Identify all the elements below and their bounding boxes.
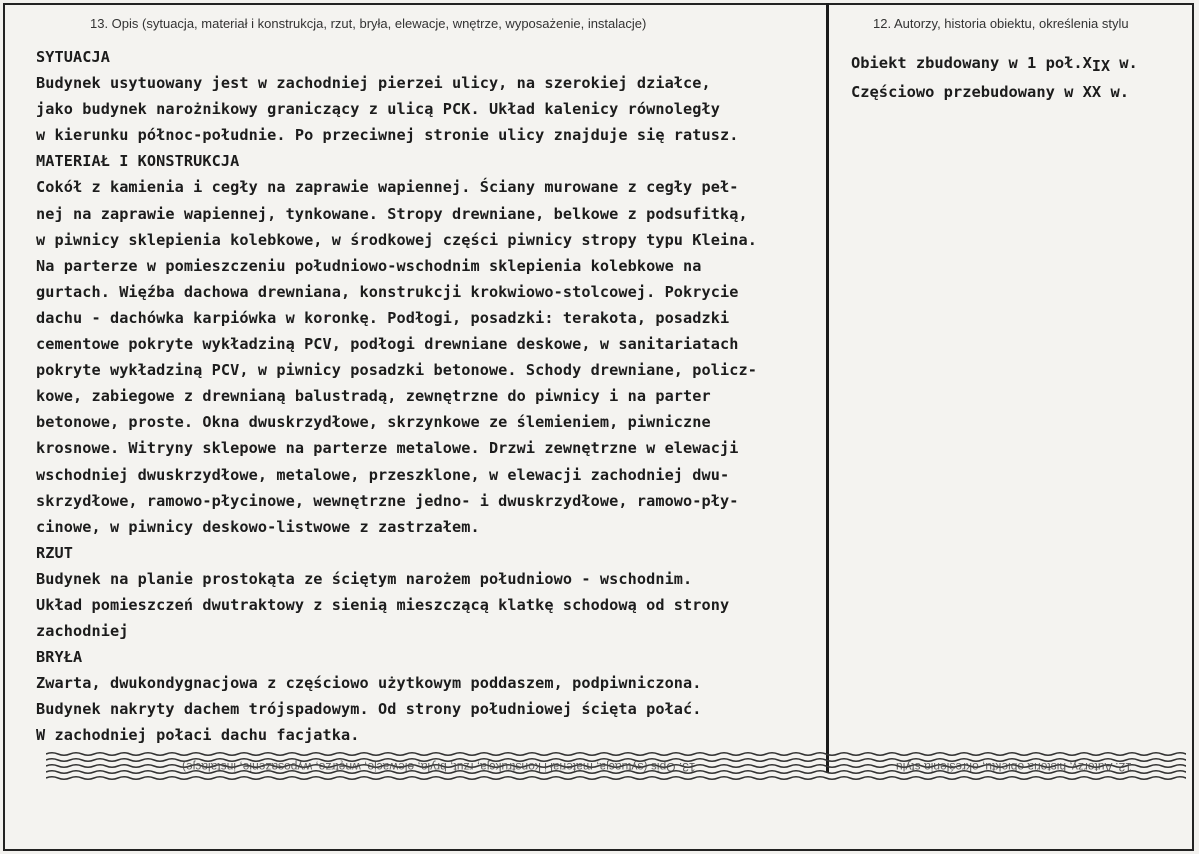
description-line: MATERIAŁ I KONSTRUKCJA	[36, 152, 240, 171]
description-line: skrzydłowe, ramowo-płycinowe, wewnętrzne jedno- i dwuskrzydłowe, ramowo-pły-	[36, 491, 739, 510]
description-line: kowe, zabiegowe z drewnianą balustradą, zewnętrzne do piwnicy i na parter	[36, 387, 711, 406]
description-line: Budynek nakryty dachem trójspadowym. Od strony południowej ścięta połać.	[36, 700, 702, 719]
description-line: W zachodniej połaci dachu facjatka.	[36, 726, 360, 745]
column-divider	[826, 3, 829, 773]
description-line: cinowe, w piwnicy deskowo-listwowe z zastrzałem.	[36, 517, 480, 536]
century-subscript: IX	[1091, 57, 1110, 75]
history-line-1-end: w.	[1109, 54, 1138, 72]
description-line: betonowe, proste. Okna dwuskrzydłowe, skrzynkowe ze ślemieniem, piwniczne	[36, 413, 711, 432]
description-line: pokryte wykładziną PCV, w piwnicy posadzki betonowe. Schody drewniane, policz-	[36, 361, 758, 380]
description-line: wschodniej dwuskrzydłowe, metalowe, przeszklone, w elewacji zachodniej dwu-	[36, 465, 730, 484]
description-line: jako budynek narożnikowy graniczący z ulicą PCK. Układ kalenicy równoległy	[36, 100, 721, 119]
description-line: w piwnicy sklepienia kolebkowe, w środkowej części piwnicy stropy typu Kleina.	[36, 230, 758, 249]
description-line: Układ pomieszczeń dwutraktowy z sienią mieszczącą klatkę schodową od strony	[36, 595, 730, 614]
history-line-1	[851, 49, 1181, 78]
description-line: dachu - dachówka karpiówka w koronkę. Podłogi, posadzki: terakota, posadzki	[36, 308, 730, 327]
description-line: Zwarta, dwukondygnacjowa z częściowo użytkowym poddaszem, podpiwniczona.	[36, 674, 702, 693]
description-line: Budynek usytuowany jest w zachodniej pierzei ulicy, na szerokiej działce,	[36, 74, 711, 93]
history-line-2: Częściowo przebudowany w XX w.	[851, 83, 1129, 101]
description-line: nej na zaprawie wapiennej, tynkowane. Stropy drewniane, belkowe z podsufitką,	[36, 204, 748, 223]
description-line: cementowe pokryte wykładziną PCV, podłogi drewniane deskowe, w sanitariatach	[36, 335, 739, 354]
description-line: zachodniej	[36, 622, 129, 641]
history-line-1-main: Obiekt zbudowany w 1 poł.X	[851, 54, 1092, 72]
description-line: Budynek na planie prostokąta ze ściętym narożem południowo - wschodnim.	[36, 569, 693, 588]
description-line: w kierunku północ-południe. Po przeciwnej stronie ulicy znajduje się ratusz.	[36, 126, 739, 145]
section-12-header: 12. Autorzy, historia obiektu, określenia stylu	[873, 16, 1129, 31]
description-line: gurtach. Więźba dachowa drewniana, konstrukcji krokwiowo-stolcowej. Pokrycie	[36, 282, 739, 301]
section-13-header: 13. Opis (sytuacja, materiał i konstrukcja, rzut, bryła, elewacje, wnętrze, wyposażenie, instalacje)	[90, 16, 647, 31]
description-line: SYTUACJA	[36, 48, 110, 66]
description-text	[36, 44, 826, 749]
description-line: BRYŁA	[36, 648, 83, 667]
description-line: krosnowe. Witryny sklepowe na parterze metalowe. Drzwi zewnętrzne w elewacji	[36, 439, 739, 458]
mirrored-section-12-header: 12. Autorzy, historia obiektu, określenia stylu	[896, 760, 1132, 774]
mirrored-section-13-header: 13. Opis (sytuacja, materiał i konstrukcja, rzut, bryła, elewacje, wnętrze, wyposażenie, instalacje)	[182, 760, 696, 774]
description-line: Cokół z kamienia i cegły na zaprawie wapiennej. Ściany murowane z cegły peł-	[36, 178, 739, 197]
description-line: RZUT	[36, 543, 73, 562]
history-text	[851, 49, 1181, 107]
description-line: Na parterze w pomieszczeniu południowo-wschodnim sklepienia kolebkowe na	[36, 256, 702, 275]
